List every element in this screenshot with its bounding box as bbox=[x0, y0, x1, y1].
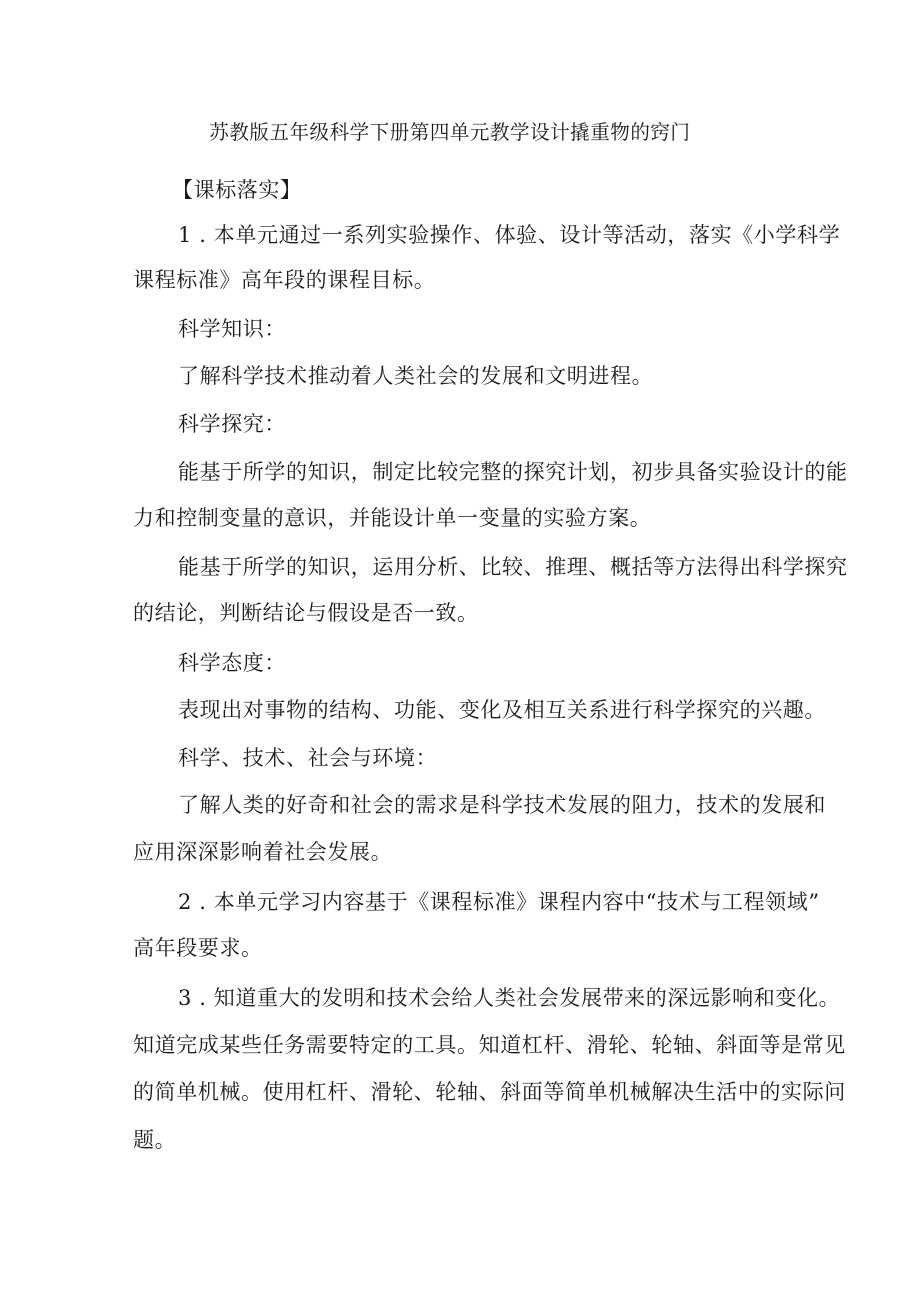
document-title: 苏教版五年级科学下册第四单元教学设计撬重物的窍门 bbox=[209, 120, 691, 144]
item3-line2: 知道完成某些任务需要特定的工具。知道杠杆、滑轮、轮轴、斜面等是常见 bbox=[133, 1033, 846, 1057]
stse-line2: 应用深深影响着社会发展。 bbox=[133, 840, 393, 864]
item2-line2: 高年段要求。 bbox=[133, 936, 263, 960]
inquiry-para1-line1: 能基于所学的知识，制定比较完整的探究计划，初步具备实验设计的能 bbox=[178, 460, 848, 484]
item1-line1: 1 . 本单元通过一系列实验操作、体验、设计等活动，落实《小学科学 bbox=[178, 223, 841, 247]
item3-line1: 3 . 知道重大的发明和技术会给人类社会发展带来的深远影响和变化。 bbox=[178, 986, 841, 1010]
inquiry-heading: 科学探究： bbox=[178, 412, 286, 436]
stse-line1: 了解人类的好奇和社会的需求是科学技术发展的阻力，技术的发展和 bbox=[178, 793, 826, 817]
knowledge-heading: 科学知识： bbox=[178, 317, 286, 341]
section-heading: 【课标落实】 bbox=[172, 178, 302, 202]
item3-line4: 题。 bbox=[133, 1128, 177, 1152]
item3-line3: 的简单机械。使用杠杆、滑轮、轮轴、斜面等简单机械解决生活中的实际问 bbox=[133, 1080, 846, 1104]
item2-line1: 2 . 本单元学习内容基于《课程标准》课程内容中“技术与工程领域” bbox=[178, 890, 820, 914]
attitude-text: 表现出对事物的结构、功能、变化及相互关系进行科学探究的兴趣。 bbox=[178, 698, 826, 722]
inquiry-para2-line1: 能基于所学的知识，运用分析、比较、推理、概括等方法得出科学探究 bbox=[178, 555, 848, 579]
attitude-heading: 科学态度： bbox=[178, 651, 286, 675]
inquiry-para1-line2: 力和控制变量的意识，并能设计单一变量的实验方案。 bbox=[133, 506, 652, 530]
inquiry-para2-line2: 的结论，判断结论与假设是否一致。 bbox=[133, 601, 479, 625]
item1-line2: 课程标准》高年段的课程目标。 bbox=[133, 268, 436, 292]
stse-heading: 科学、技术、社会与环境： bbox=[178, 746, 438, 770]
knowledge-text: 了解科学技术推动着人类社会的发展和文明进程。 bbox=[178, 364, 654, 388]
